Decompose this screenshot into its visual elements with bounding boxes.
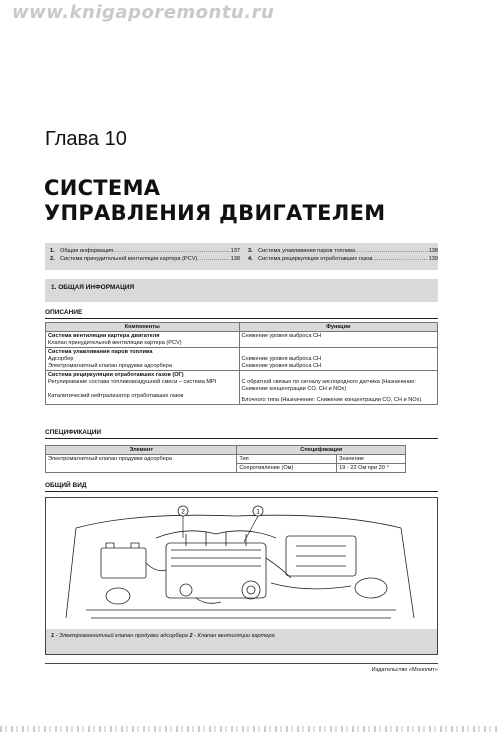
toc-entry[interactable]: [50, 255, 240, 263]
toc-entry-number: 4.: [248, 256, 253, 262]
column-header-spec: Спецификация: [237, 446, 406, 455]
component-cell: [46, 371, 240, 405]
component-item: Каталитический нейтрализатор отработавших газов: [48, 392, 184, 399]
function-item: Блочного типа (Назначение: Снижение концентрации CO, CH и NOx): [241, 396, 422, 403]
spec-label-cell: Сопротивление (Ом): [237, 464, 337, 473]
watermark: www.knigaporemontu.ru: [12, 2, 275, 23]
section-title: 1. ОБЩАЯ ИНФОРМАЦИЯ: [51, 284, 135, 291]
group-title: Система вентиляции картера двигателя: [48, 332, 160, 339]
caption-text: [51, 633, 275, 639]
chapter-title-line1: СИСТЕМА: [44, 176, 161, 200]
table-header-row: [46, 323, 438, 332]
specs-table: [45, 445, 406, 473]
column-header-functions: Функции: [239, 323, 437, 332]
toc-entry[interactable]: [50, 247, 240, 255]
function-item: С обратной связью по сигналу кислородного датчика (Назначение: Снижение концентрации CO, CH и NOx): [241, 378, 416, 392]
toc-entry-page: 139: [428, 256, 438, 262]
toc-leader-dots: [113, 247, 229, 255]
column-header-element: Элемент: [46, 446, 237, 455]
callout-2-label: 2: [181, 508, 185, 516]
toc-leader-dots: [372, 255, 427, 263]
section-heading-bar: [45, 279, 438, 302]
spec-value-cell: Значение: [337, 455, 406, 464]
toc-entry-label: Система принудительной вентиляции картера (PCV): [60, 256, 198, 262]
chapter-title: [44, 176, 385, 226]
spacer: [242, 349, 435, 356]
function-cell: [239, 371, 437, 405]
function-cell: [239, 348, 437, 371]
chapter-number: Глава 10: [45, 128, 127, 150]
table-row: [46, 348, 438, 371]
toc-entry-label: Общая информация: [60, 248, 114, 254]
specs-heading: СПЕЦИФИКАЦИИ: [45, 429, 102, 436]
caption-item-1: - Электромагнитный клапан продувки адсорбера: [54, 633, 190, 639]
function-item: Снижение уровня выброса CH: [241, 332, 322, 339]
toc-entry-label: Система улавливания паров топлива: [258, 248, 356, 254]
engine-bay-illustration: [46, 498, 437, 628]
toc-entry-number: 3.: [248, 248, 253, 254]
toc-leader-dots: [355, 247, 428, 255]
spacer: [242, 372, 435, 379]
figure-caption: [45, 629, 438, 655]
chapter-title-line2: УПРАВЛЕНИЯ ДВИГАТЕЛЕМ: [44, 201, 386, 225]
column-header-components: Компоненты: [46, 323, 240, 332]
table-row: [46, 371, 438, 405]
caption-num-2: 2: [189, 633, 193, 639]
group-title: Система рециркуляции отработавших газов (ОГ): [48, 371, 184, 378]
toc-entry[interactable]: [248, 255, 438, 263]
function-cell: [239, 332, 437, 348]
toc-entry-page: 138: [230, 256, 240, 262]
function-item: Снижение уровня выброса CH: [241, 355, 322, 362]
footer-rule: [45, 663, 438, 664]
component-item: Электромагнитный клапан продувки адсорбера: [48, 362, 172, 369]
group-title: Система улавливания паров топлива: [48, 348, 153, 355]
component-cell: [46, 348, 240, 371]
toc-leader-dots: [197, 255, 229, 263]
spec-item-cell: Электромагнитный клапан продувки адсорбера: [46, 455, 237, 473]
toc-entry-page: 137: [230, 248, 240, 254]
table-row: [46, 455, 406, 464]
spacer: [48, 386, 237, 393]
caption-item-2: - Клапан вентиляции картера: [192, 633, 275, 639]
component-item: Клапан принудительной вентиляции картера (PCV): [48, 339, 182, 346]
specs-rule: [45, 438, 438, 439]
spec-value-cell: 19 - 22 Ом при 20 °: [337, 464, 406, 473]
toc-column-left: [50, 247, 240, 263]
toc-entry-number: 1.: [50, 248, 55, 254]
component-item: Адсорбер: [48, 355, 74, 362]
description-heading: ОПИСАНИЕ: [45, 309, 83, 316]
component-cell: [46, 332, 240, 348]
toc-column-right: [248, 247, 438, 263]
publisher-credit: Издательство «Монолит»: [371, 667, 438, 673]
toc-entry-label: Система рециркуляции отработавших газов: [258, 256, 373, 262]
table-of-contents: [45, 243, 438, 270]
toc-entry-page: 138: [428, 248, 438, 254]
spec-label-cell: Тип: [237, 455, 337, 464]
general-view-rule: [45, 491, 438, 492]
description-rule: [45, 318, 438, 319]
component-item: Регулирование состава топливовоздушной смеси – система MPI: [48, 378, 217, 385]
caption-num-1: 1: [51, 633, 55, 639]
function-item: Снижение уровня выброса CH: [241, 362, 322, 369]
toc-entry[interactable]: [248, 247, 438, 255]
toc-entry-number: 2.: [50, 256, 55, 262]
table-row: [46, 332, 438, 348]
description-table: [45, 322, 438, 405]
scan-artifact: [0, 726, 500, 732]
general-view-heading: ОБЩИЙ ВИД: [45, 482, 87, 489]
table-header-row: [46, 446, 406, 455]
callout-1-label: 1: [256, 508, 260, 516]
